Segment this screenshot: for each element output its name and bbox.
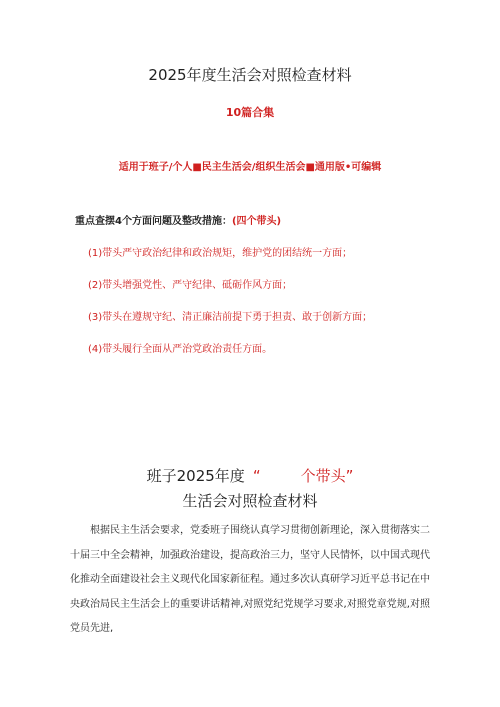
section-title-quote-text: 个带头” xyxy=(300,467,354,485)
scope-note: 适用于班子/个人■民主生活会/组织生活会■通用版•可编辑 xyxy=(118,162,382,173)
body-paragraph: 根据民主生活会要求，党委班子围绕认真学习贯彻创新理论，深入贯彻落实二十届三中全会精神，加强政治建设，提高政治三力，坚守人民情怀，以中国式现代化推动全面建设社会主义现代化国家新征程。通过多次认真研学习近平总书记在中央政治局民主生活会上的重要讲话精神,对照党纪党规学习要求,对照党章党规,对照党员先进, xyxy=(70,525,430,634)
section-title-prefix: 班子2025年度 xyxy=(146,467,245,485)
collection-subtitle: 10篇合集 xyxy=(225,106,275,119)
focus-item-3: (3)带头在遵规守纪、清正廉洁前提下勇于担责、敢于创新方面； xyxy=(88,312,373,323)
document-title: 2025年度生活会对照检查材料 xyxy=(148,66,352,84)
section-title-line1 xyxy=(0,465,500,486)
focus-item-1: (1)带头严守政治纪律和政治规矩，维护党的团结统一方面； xyxy=(88,248,353,259)
focus-highlight: (四个带头) xyxy=(231,216,282,227)
focus-label: 重点查摆4个方面问题及整改措施： xyxy=(75,216,232,227)
section-title-quote-open: “ xyxy=(252,467,261,485)
focus-item-2: (2)带头增强党性、严守纪律、砥砺作风方面； xyxy=(88,280,293,291)
section-title-line2: 生活会对照检查材料 xyxy=(182,492,318,510)
focus-item-4: (4)带头履行全面从严治党政治责任方面。 xyxy=(88,344,273,355)
focus-heading xyxy=(75,212,281,227)
